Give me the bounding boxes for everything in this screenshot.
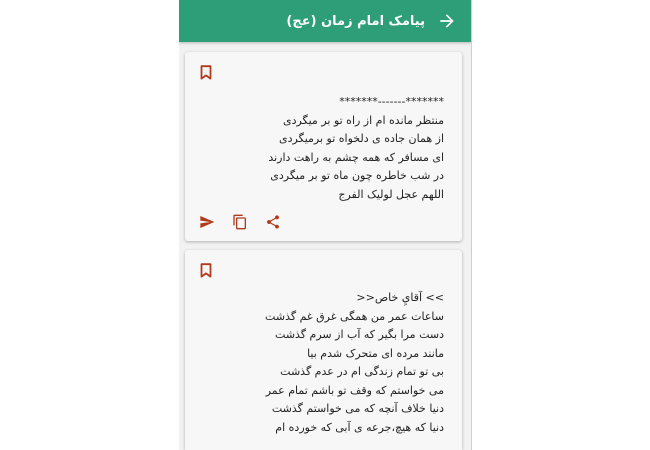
sms-text bbox=[268, 93, 444, 204]
send-button[interactable] bbox=[198, 213, 216, 231]
poem-line: بی تو تمام زندگی ام در عدم گذشت bbox=[280, 365, 444, 378]
poem-line: دنیا که هیچ،جرعه ی آبی که خورده ام bbox=[275, 420, 444, 434]
bookmark-icon[interactable] bbox=[200, 65, 212, 80]
bookmark-icon[interactable] bbox=[200, 263, 212, 278]
poem-line: از همان جاده ی دلخواه تو برمیگردی bbox=[279, 132, 444, 145]
send-icon bbox=[199, 214, 215, 230]
screen-divider bbox=[471, 0, 472, 450]
sms-text bbox=[265, 289, 444, 437]
share-icon bbox=[265, 214, 281, 230]
poem-line: ساعات عمر من همگی غرق غم گذشت bbox=[265, 309, 444, 323]
copy-icon bbox=[232, 214, 248, 230]
poem-line: >> آقايِ خاص<< bbox=[356, 291, 444, 304]
poem-line: منتظر مانده ام از راه تو بر میگردی bbox=[282, 113, 444, 127]
poem-line: دنیا خلاف آنچه که می خواستم گذشت bbox=[271, 402, 444, 415]
sms-card bbox=[185, 250, 462, 450]
card-actions bbox=[198, 212, 297, 232]
poem-line: می خواستم که وقف تو باشم تمام عمر bbox=[265, 383, 444, 397]
sms-card bbox=[185, 52, 462, 241]
poem-line: *******-------******* bbox=[339, 95, 444, 108]
app-bar bbox=[179, 0, 471, 42]
share-button[interactable] bbox=[264, 213, 282, 231]
poem-line: مانند مرده ای متحرک شدم بیا bbox=[307, 346, 444, 360]
phone-screen bbox=[179, 0, 471, 450]
arrow-forward-icon[interactable] bbox=[437, 11, 457, 31]
poem-line: دست مرا بگیر که آب از سرم گذشت bbox=[275, 328, 444, 341]
poem-line: در شب خاطره چون ماه تو بر میگردی bbox=[270, 169, 444, 182]
poem-line: ای مسافر که همه چشم به راهت دارند bbox=[268, 150, 444, 164]
copy-button[interactable] bbox=[231, 213, 249, 231]
page-title: پیامک امام زمان (عج) bbox=[286, 13, 425, 29]
poem-line: اللهم عجل لولیک الفرج bbox=[338, 187, 444, 201]
